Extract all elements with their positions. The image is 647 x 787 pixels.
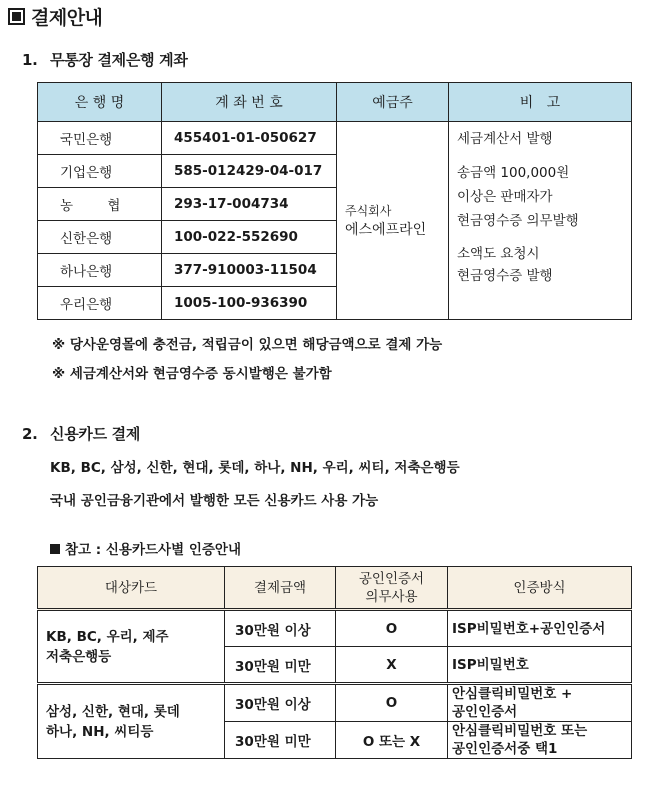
payment-amount: 30만원 이상 (225, 684, 336, 722)
card-auth-table (37, 566, 632, 759)
remark-line: 현금영수증 발행 (457, 268, 553, 284)
table-row (38, 610, 632, 647)
payment-amount: 30만원 미만 (225, 722, 336, 759)
page-title-text: 결제안내 (31, 7, 103, 29)
header-depositor: 예금주 (337, 83, 449, 122)
target-cards-cell (38, 684, 225, 759)
square-bullet-icon (50, 544, 60, 554)
target-cards-line2: 하나, NH, 씨티등 (46, 723, 154, 740)
account-number: 1005-100-936390 (162, 287, 337, 320)
section2-title (22, 423, 140, 444)
account-number: 377-910003-11504 (162, 254, 337, 287)
auth-method-line2: 공인인증서중 택1 (452, 741, 558, 757)
remark-line: 이상은 판매자가 (457, 189, 553, 205)
header-bank-name: 은 행 명 (38, 83, 162, 122)
auth-table-header-row (38, 567, 632, 610)
bank-name: 신한은행 (38, 221, 162, 254)
payment-amount: 30만원 이상 (225, 610, 336, 647)
header-cert-line2: 의무사용 (365, 588, 418, 605)
auth-method-line1: 안심클릭비밀번호 또는 (452, 723, 588, 739)
notice-line: ※ 당사운영몰에 충전금, 적립금이 있으면 해당금액으로 결제 가능 (52, 337, 443, 353)
remark-line: 송금액 100,000원 (457, 165, 570, 181)
depositor-line1: 주식회사 (345, 204, 392, 218)
account-number: 455401-01-050627 (162, 122, 337, 155)
cert-required: O (336, 610, 448, 647)
header-remarks: 비 고 (449, 83, 632, 122)
cert-required: O (336, 684, 448, 722)
header-target-cards: 대상카드 (38, 567, 225, 610)
header-payment-amount: 결제금액 (225, 567, 336, 610)
table-row (38, 122, 632, 155)
section1-title (22, 49, 188, 70)
section1-number: 1. (22, 51, 38, 69)
header-auth-method: 인증방식 (448, 567, 632, 610)
bank-name: 하나은행 (38, 254, 162, 287)
auth-method: ISP비밀번호 (448, 647, 632, 684)
page-title (8, 3, 102, 30)
account-number: 293-17-004734 (162, 188, 337, 221)
target-cards-line1: KB, BC, 우리, 제주 (46, 628, 169, 645)
header-account-number: 계 좌 번 호 (162, 83, 337, 122)
reference-title (50, 538, 241, 558)
auth-method (448, 684, 632, 722)
target-cards-line1: 삼성, 신한, 현대, 롯데 (46, 703, 180, 720)
checkbox-square-icon (8, 8, 25, 25)
depositor-cell (337, 122, 449, 320)
cert-required: O 또는 X (336, 722, 448, 759)
bank-name: 우리은행 (38, 287, 162, 320)
bank-name: 국민은행 (38, 122, 162, 155)
card-list-text: KB, BC, 삼성, 신한, 현대, 롯데, 하나, NH, 우리, 씨티, 저축은행등 (50, 460, 460, 476)
cert-required: X (336, 647, 448, 684)
bank-table-header-row (38, 83, 632, 122)
section2-title-text: 신용카드 결제 (50, 425, 141, 443)
auth-method-line2: 공인인증서 (452, 704, 518, 720)
table-row (38, 684, 632, 722)
auth-method: ISP비밀번호+공인인증서 (448, 610, 632, 647)
bank-account-table (37, 82, 632, 320)
depositor-line2: 에스에프라인 (345, 222, 427, 238)
header-cert-line1: 공인인증서 (358, 570, 425, 587)
bank-name: 농 협 (38, 188, 162, 221)
remarks-cell (449, 122, 632, 320)
auth-method-line1: 안심클릭비밀번호 + (452, 686, 573, 702)
section2-number: 2. (22, 425, 38, 443)
notice-line: ※ 세금계산서와 현금영수증 동시발행은 불가함 (52, 366, 332, 382)
header-cert-required (336, 567, 448, 610)
target-cards-cell (38, 610, 225, 684)
section1-title-text: 무통장 결제은행 계좌 (50, 51, 188, 69)
target-cards-line2: 저축은행등 (46, 648, 112, 665)
auth-method (448, 722, 632, 759)
account-number: 585-012429-04-017 (162, 155, 337, 188)
payment-amount: 30만원 미만 (225, 647, 336, 684)
reference-title-text: 참고 : 신용카드사별 인증안내 (65, 542, 241, 558)
bank-name: 기업은행 (38, 155, 162, 188)
account-number: 100-022-552690 (162, 221, 337, 254)
remark-line: 현금영수증 의무발행 (457, 213, 579, 229)
remark-line: 세금계산서 발행 (457, 131, 553, 147)
remark-line: 소액도 요청시 (457, 246, 540, 262)
card-usage-text: 국내 공인금융기관에서 발행한 모든 신용카드 사용 가능 (50, 493, 379, 509)
